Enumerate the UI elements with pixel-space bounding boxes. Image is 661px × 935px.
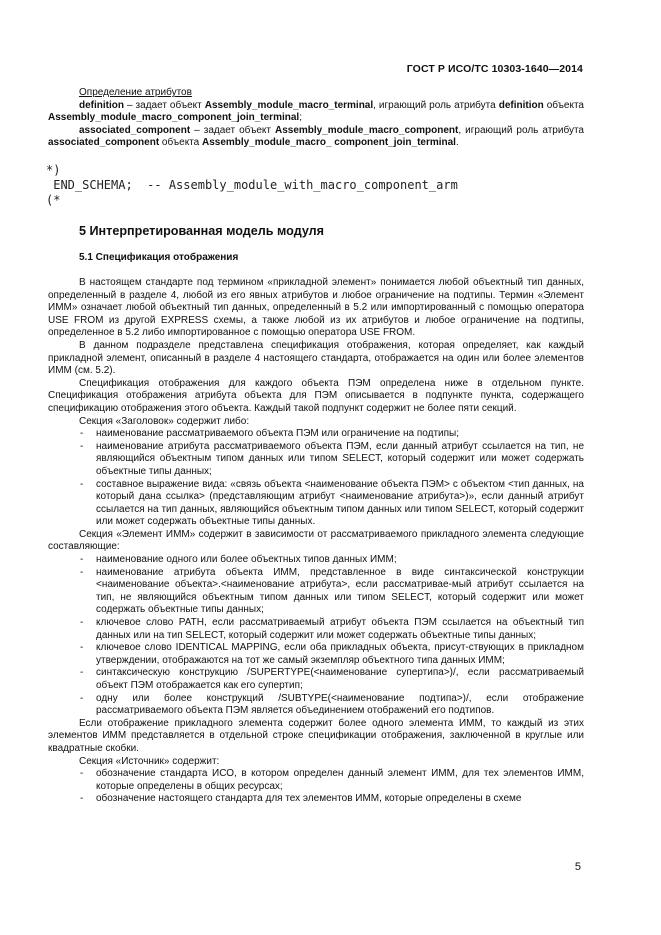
page-number: 5 (574, 861, 581, 873)
express-code-block (46, 163, 458, 208)
definition-attribute: definition – задает объект Assembly_module_macro_terminal, играющий роль атрибута definition объекта Assembly_module_macro_component_join_terminal; (48, 99, 584, 124)
list-item: - одну или более конструкций /SUBTYPE(<наименование подтипа>)/, если отображение рассматриваемого объекта ПЭМ является объединением отображений его подтипов. (80, 692, 584, 717)
list-item: - ключевое слово PATH, если рассматриваемый атрибут объекта ПЭМ ссылается на объектный тип данных или на тип SELECT, который содержит или может содержать объектные типы данных; (80, 617, 584, 641)
paragraph: Секция «Источник» содержит: (79, 755, 220, 767)
section-body (48, 277, 584, 806)
list-item: - наименование рассматриваемого объекта ПЭМ или ограничение на подтипы; (80, 428, 459, 440)
attribute-definitions (48, 87, 584, 150)
code-line: END_SCHEMA; -- Assembly_module_with_macro_component_arm (46, 178, 458, 192)
list-item: - обозначение настоящего стандарта для тех элементов ИММ, которые определены в схеме (80, 793, 522, 805)
paragraph: В данном подразделе представлена спецификация отображения, которая определяет, как каждый прикладной элемент, описанный в разделе 4 настоящего стандарта, отображается на один или более элементов ИММ (см. 5.2). (48, 339, 584, 377)
subsection-title: 5.1 Спецификация отображения (79, 252, 239, 263)
paragraph: В настоящем стандарте под термином «прикладной элемент» понимается любой объектный тип данных, определенный в разделе 4, любой из его явных атрибутов и любое ограничение на подтипы. Термин «Элемент ИММ» означает любой объектный тип данных, определенный в 5.2 или импортированный с помощью оператора USE FROM из другой EXPRESS схемы, а также любой из их атрибутов и любое ограничение на подтипы, определенное в 5.2 либо импортированное с помощью оператора USE FROM. (48, 277, 584, 339)
list-item: - ключевое слово IDENTICAL MAPPING, если оба прикладных объекта, присут-ствующих в прикладном утверждении, отображаются на тот же самый экземпляр объектного типа данных ИММ; (80, 642, 584, 666)
paragraph: Если отображение прикладного элемента содержит более одного элемента ИММ, то каждый из этих элементов ИММ представляется в отдельной строке спецификации отображения, заключенной в круглые или квадратные скобки. (48, 717, 584, 754)
paragraph: Спецификация отображения для каждого объекта ПЭМ определена ниже в отдельном пункте. Спецификация отображения атрибута объекта для ПЭМ описывается в подпункте пункта, содержащего спецификацию отображения этого объекта. Каждый такой подпункт содержит не более пяти секций. (48, 377, 584, 414)
paragraph: Секция «Элемент ИММ» содержит в зависимости от рассматриваемого прикладного элемента следующие составляющие: (48, 528, 584, 553)
list-item: - обозначение стандарта ИСО, в котором определен данный элемент ИММ, для тех элементов ИММ, которые определены в общих ресурсах; (80, 768, 584, 792)
list-item: - наименование атрибута рассматриваемого объекта ПЭМ, если данный атрибут ссылается на тип, не являющийся объектным типом данных или типом SELECT, который содержит или может содержать объектные типы данных; (80, 440, 584, 477)
list-item: - наименование атрибута объекта ИММ, представленное в виде синтаксической конструкции <наименование объекта>.<наименование атрибута>, если рассматривае-мый атрибут ссылается на тип, не являющийся объектным типом данных или типом SELECT, который содержит или может содержать объектные типы данных; (80, 566, 584, 616)
section-title: 5 Интерпретированная модель модуля (79, 224, 325, 238)
list-item: - наименование одного или более объектных типов данных ИММ; (80, 554, 397, 566)
attributes-heading: Определение атрибутов (79, 87, 192, 98)
document-header: ГОСТ Р ИСО/ТС 10303-1640—2014 (406, 63, 583, 75)
list-item: - синтаксическую конструкцию /SUPERTYPE(<наименование супертипа>)/, если рассматриваемый объект ПЭМ отображается как его супертип; (80, 667, 584, 691)
paragraph: Секция «Заголовок» содержит либо: (79, 415, 250, 427)
associated-component-attribute: associated_component – задает объект Assembly_module_macro_component, играющий роль атрибута associated_component объекта Assembly_module_macro_ component_join_terminal. (48, 124, 584, 149)
code-line: (* (46, 193, 61, 207)
list-item: - составное выражение вида: «связь объекта <наименование объекта ПЭМ> с объектом <тип данных, на который дана ссылка> (представляющим атрибут <наименование атрибута>)», если данный атрибут ссылается на тип данных, являющийся объектным типом данных или типом SELECT, который содержит или может содержать объектные типы данных. (80, 478, 584, 528)
code-line: *) (46, 163, 61, 177)
